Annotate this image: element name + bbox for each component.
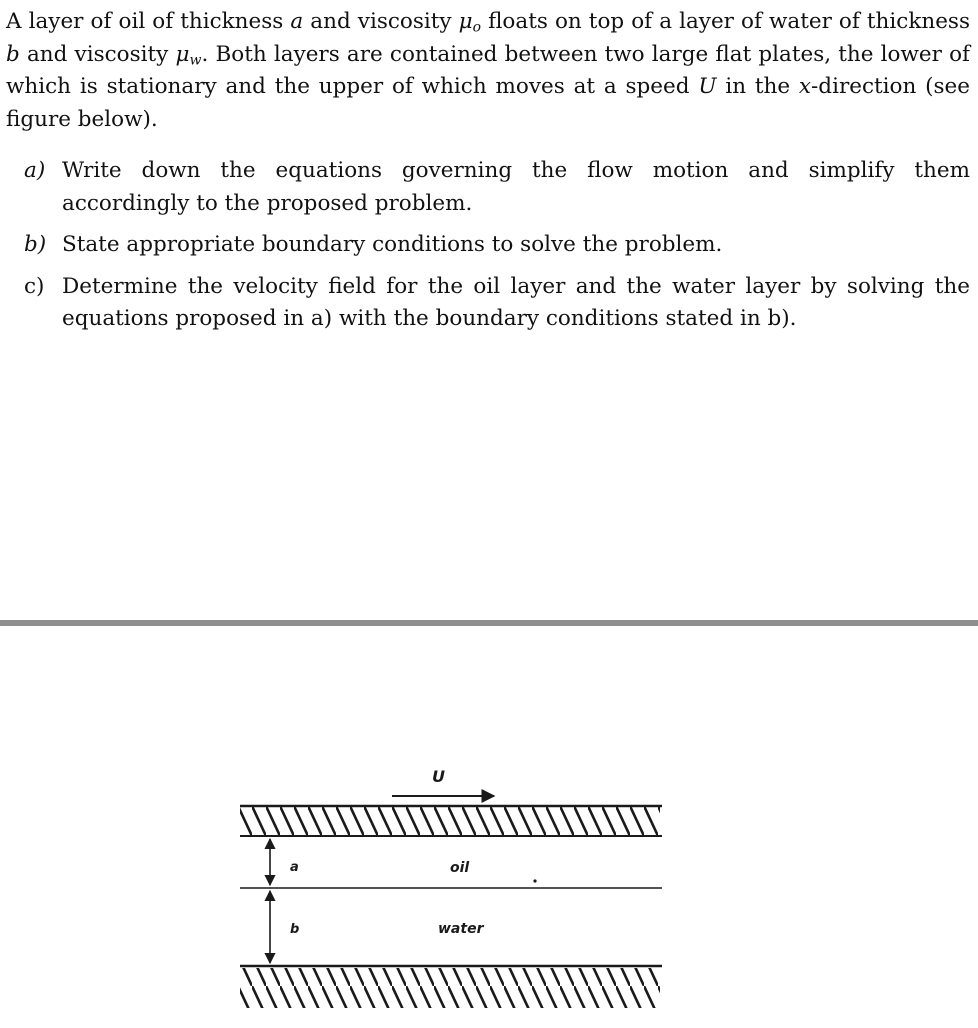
part-text-b: State appropriate boundary conditions to solve the problem. xyxy=(62,232,723,257)
top-plate xyxy=(240,806,660,836)
var-b: b xyxy=(6,41,20,67)
figure-panel xyxy=(0,626,978,1024)
var-x: x xyxy=(798,74,812,99)
problem-text-5: . Both layers are contained between two large flat plates, the lower of which is stationary and the upper of which moves at a speed xyxy=(6,41,970,99)
flow-diagram xyxy=(0,626,978,1024)
subscript-o: o xyxy=(472,19,482,36)
problem-text-6: in the xyxy=(716,74,799,99)
part-text-c: Determine the velocity field for the oil layer and the water layer by solving the equations proposed in a) with the boundary conditions stated in b). xyxy=(62,273,970,331)
part-label-a: a) xyxy=(24,158,46,183)
oil-thickness-label: a xyxy=(290,860,299,875)
question-part-b xyxy=(24,229,970,262)
question-part-a xyxy=(24,155,970,220)
var-U: U xyxy=(698,74,717,99)
problem-text-4: and viscosity xyxy=(19,41,176,67)
oil-layer-label: oil xyxy=(450,860,470,876)
problem-text-7: -direction (see figure below). xyxy=(6,74,970,132)
question-parts xyxy=(24,155,970,345)
part-text-a: Write down the equations governing the flow motion and simplify them accordingly to the proposed problem. xyxy=(62,158,970,216)
problem-text-3: floats on top of a layer of water of thickness xyxy=(481,9,970,34)
water-thickness-label: b xyxy=(290,922,300,937)
var-mu-water: μ xyxy=(175,41,190,67)
var-a: a xyxy=(290,9,304,34)
problem-statement xyxy=(6,6,970,136)
water-layer-label: water xyxy=(438,921,484,937)
subscript-w: w xyxy=(189,51,202,68)
question-part-c xyxy=(24,271,970,336)
problem-text-1: A layer of oil of thickness xyxy=(6,9,291,34)
var-mu-oil: μ xyxy=(458,9,473,34)
part-label-c: c) xyxy=(24,273,45,299)
bottom-plate xyxy=(240,968,660,1008)
problem-text-2: and viscosity xyxy=(303,9,459,34)
stray-dot xyxy=(533,879,536,882)
velocity-label: U xyxy=(432,767,445,786)
part-label-b: b) xyxy=(24,232,47,257)
